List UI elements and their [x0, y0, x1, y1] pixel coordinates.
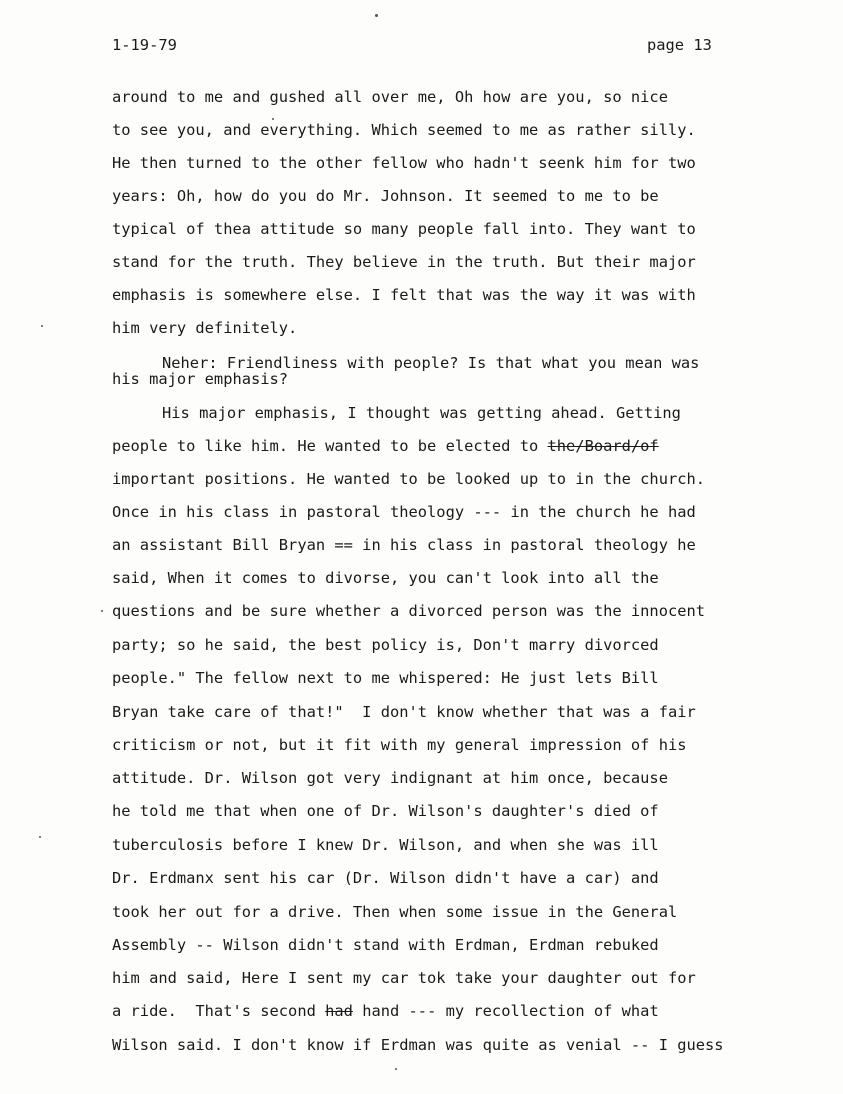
text-line: emphasis is somewhere else. I felt that was the way it was with — [112, 286, 696, 304]
paper-speck — [39, 836, 41, 838]
page-date: 1-19-79 — [112, 36, 177, 54]
text-line — [112, 437, 659, 455]
struck-out-text: had — [325, 1002, 353, 1020]
text-line: tuberculosis before I knew Dr. Wilson, and when she was ill — [112, 836, 659, 854]
text-line: people." The fellow next to me whispered: He just lets Bill — [112, 669, 659, 687]
text-line: attitude. Dr. Wilson got very indignant at him once, because — [112, 769, 668, 787]
text-line: questions and be sure whether a divorced person was the innocent — [112, 602, 706, 620]
text-line: His major emphasis, I thought was getting ahead. Getting — [162, 404, 681, 422]
text-fragment: hand --- my recollection of what — [352, 1002, 659, 1020]
text-fragment: a ride. That's second — [112, 1002, 326, 1020]
text-line: years: Oh, how do you do Mr. Johnson. It seemed to me to be — [112, 187, 659, 205]
text-line: party; so he said, the best policy is, Don't marry divorced — [112, 636, 659, 654]
text-line: an assistant Bill Bryan == in his class in pastoral theology he — [112, 536, 696, 554]
text-line: Assembly -- Wilson didn't stand with Erdman, Erdman rebuked — [112, 936, 659, 954]
text-line: He then turned to the other fellow who hadn't seenk him for two — [112, 154, 696, 172]
text-line: Wilson said. I don't know if Erdman was quite as venial -- I guess — [112, 1036, 724, 1054]
text-line: Dr. Erdmanx sent his car (Dr. Wilson didn't have a car) and — [112, 869, 659, 887]
text-line — [112, 1002, 659, 1020]
text-line: important positions. He wanted to be looked up to in the church. — [112, 470, 706, 488]
paper-speck — [101, 610, 103, 612]
text-line: typical of thea attitude so many people fall into. They want to — [112, 220, 696, 238]
text-line: him and said, Here I sent my car tok take your daughter out for — [112, 969, 696, 987]
paper-speck — [395, 1068, 397, 1070]
text-line: said, When it comes to divorse, you can't look into all the — [112, 569, 659, 587]
paper-speck — [375, 14, 378, 17]
paper-speck — [41, 325, 43, 327]
interviewer-question: Neher: Friendliness with people? Is that what you mean was — [162, 354, 700, 372]
text-line: around to me and gushed all over me, Oh how are you, so nice — [112, 88, 668, 106]
text-line: to see you, and everything. Which seemed to me as rather silly. — [112, 121, 696, 139]
text-line: stand for the truth. They believe in the truth. But their major — [112, 253, 696, 271]
struck-out-text: the/Board/of — [547, 437, 659, 455]
text-line: him very definitely. — [112, 319, 298, 337]
text-fragment: people to like him. He wanted to be elected to — [112, 437, 548, 455]
page-number: page 13 — [647, 36, 712, 54]
text-line: criticism or not, but it fit with my general impression of his — [112, 736, 687, 754]
text-line: he told me that when one of Dr. Wilson's daughter's died of — [112, 802, 659, 820]
text-line: took her out for a drive. Then when some issue in the General — [112, 903, 678, 921]
interviewer-question: his major emphasis? — [112, 370, 289, 388]
paper-speck — [272, 118, 274, 120]
text-line: Bryan take care of that!" I don't know whether that was a fair — [112, 703, 696, 721]
text-line: Once in his class in pastoral theology --- in the church he had — [112, 503, 696, 521]
